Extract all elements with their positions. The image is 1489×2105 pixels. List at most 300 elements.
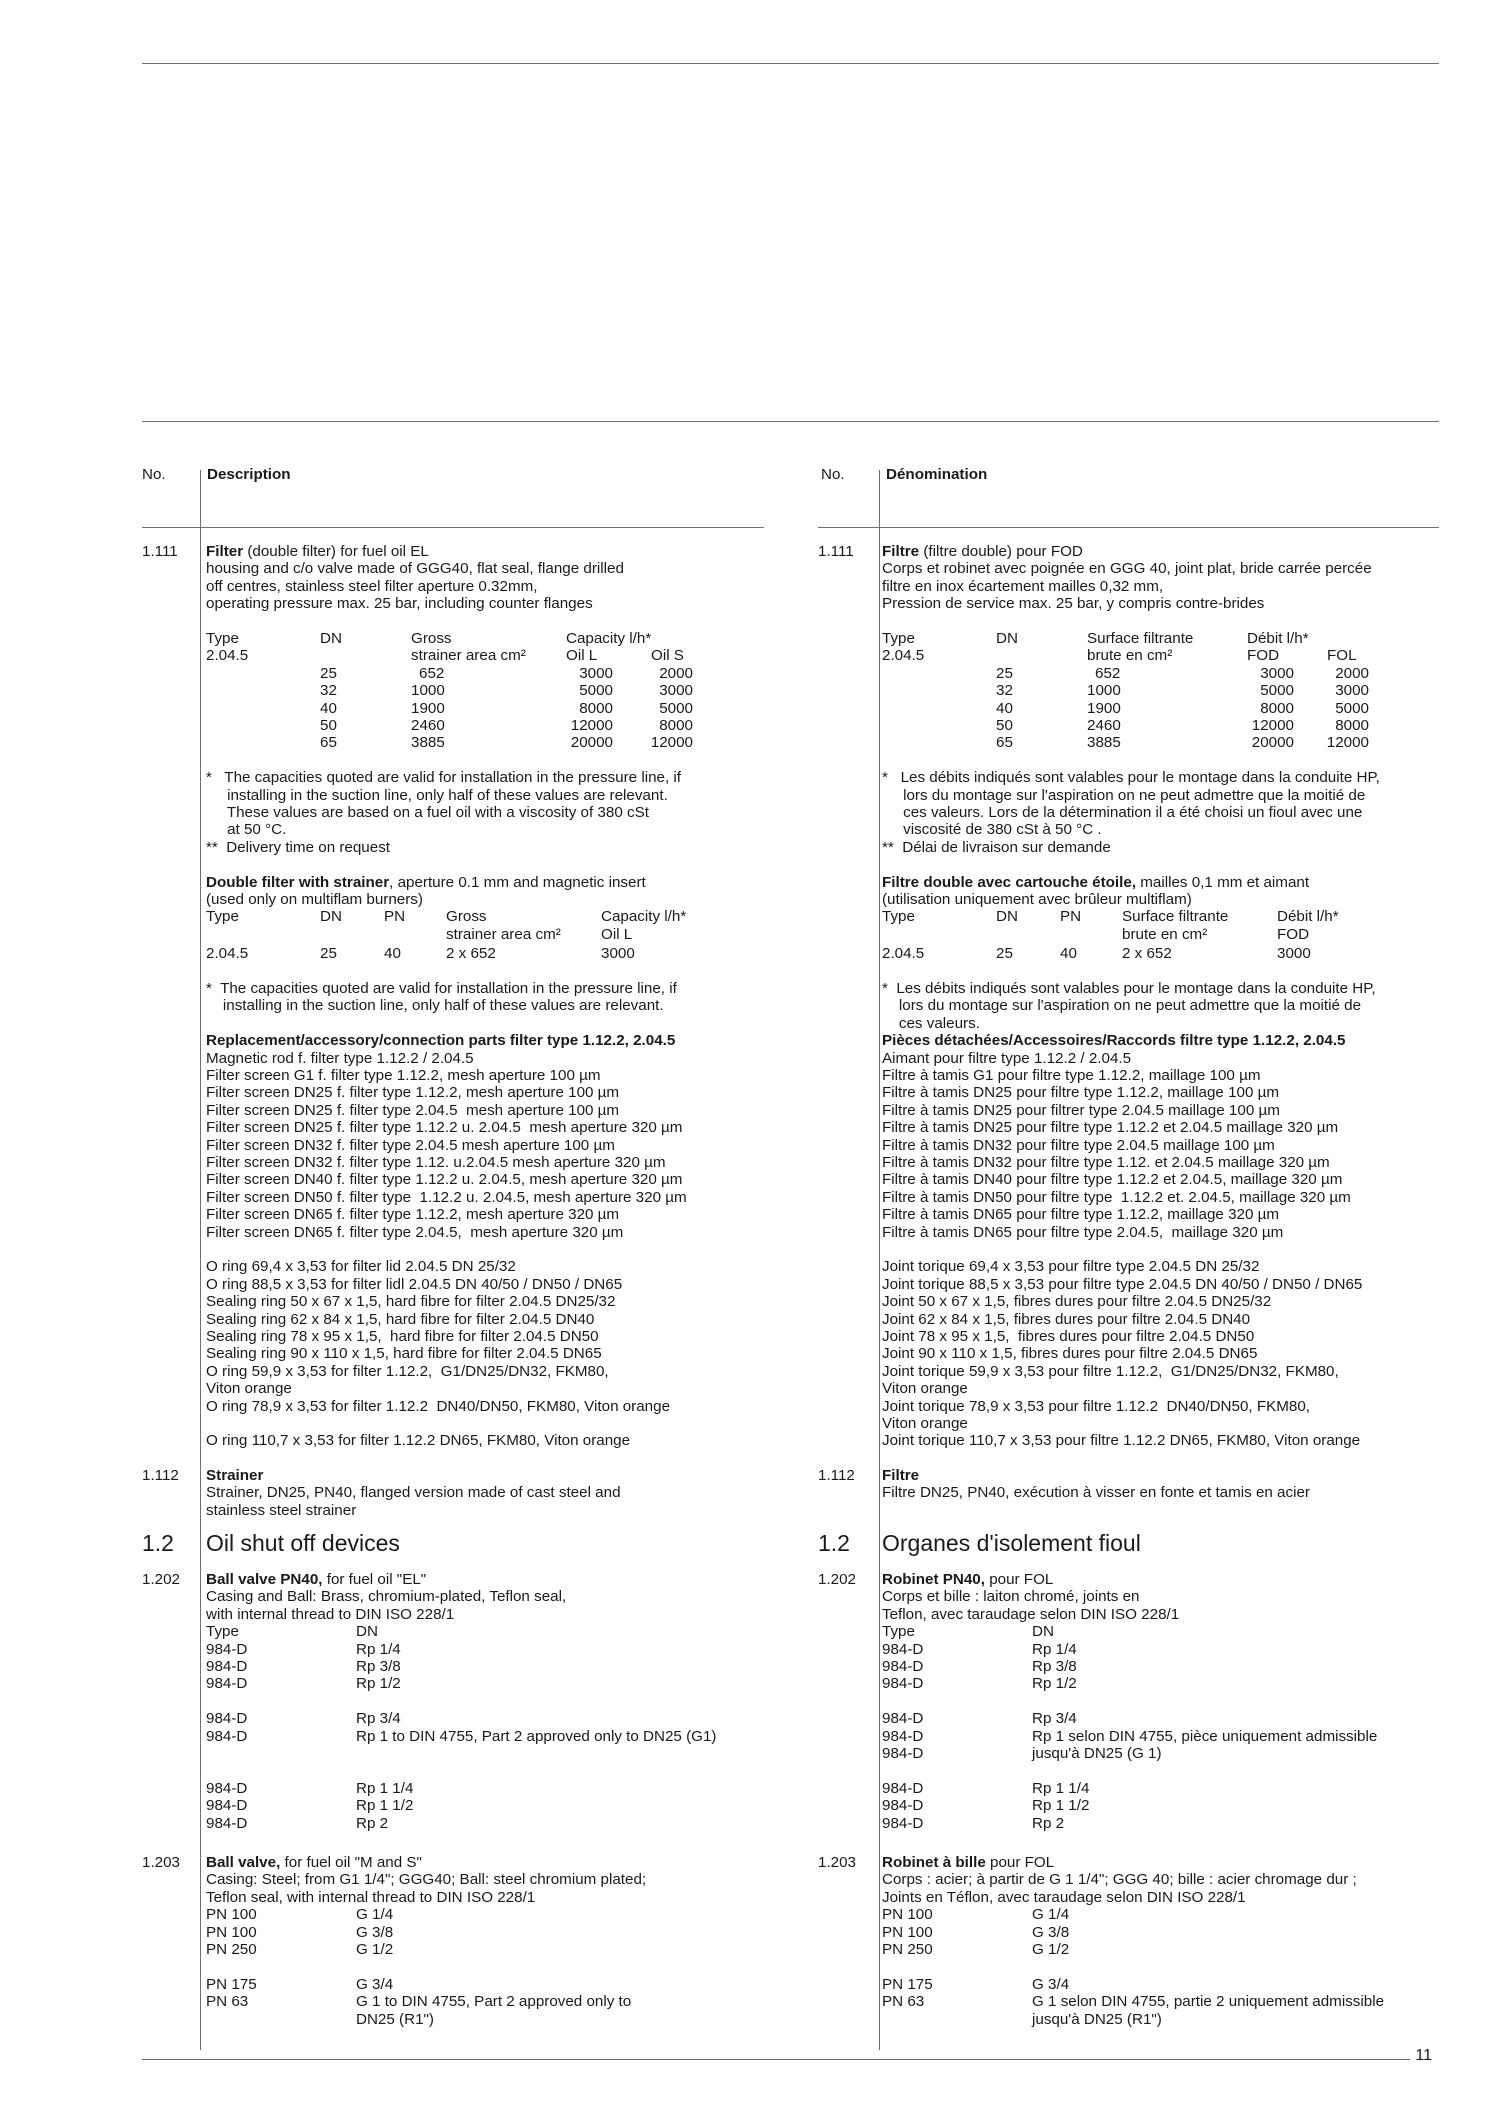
footnote-line: ** Délai de livraison sur demande [882, 838, 1111, 856]
double-filter-cell: 40 [1060, 945, 1077, 963]
ring-line: Joint torique 69,4 x 3,53 pour filtre type 2.04.5 DN 25/32 [882, 1258, 1260, 1276]
cell-dn: Rp 3/4 [1032, 1710, 1077, 1728]
left-header-no: No. [142, 466, 166, 483]
col-type-header: Type [882, 630, 915, 648]
section-rule [142, 421, 1439, 422]
valve-table-row [882, 1780, 1438, 1797]
ring-line: Joint torique 110,7 x 3,53 pour filtre 1.12.2 DN65, FKM80, Viton orange [882, 1432, 1361, 1450]
spacer [882, 1241, 1438, 1258]
valve-table-row [882, 1675, 1438, 1692]
entry-text-line: Corps : acier; à partir de G 1 1/4"; GGG 40; bille : acier chromage dur ; [882, 1871, 1357, 1889]
spacer [882, 613, 1438, 630]
double-filter-row [882, 945, 1438, 962]
capacity-table-row [206, 700, 762, 717]
parts-line: Filter screen DN25 f. filter type 2.04.5 mesh aperture 100 µm [206, 1101, 620, 1119]
cell-type: 984-D [882, 1779, 924, 1797]
cell-oil-s: 8000 [659, 716, 693, 734]
valve-table-row [882, 1906, 1438, 1923]
cell-dn: Rp 1/2 [356, 1675, 401, 1693]
valve-table-row [206, 1728, 762, 1745]
entry-title-rest: (filtre double) pour FOD [919, 543, 1083, 560]
valve-table-row [206, 1710, 762, 1727]
ring-line: O ring 59,9 x 3,53 for filter 1.12.2, G1/DN25/DN32, FKM80, [206, 1362, 609, 1380]
parts-line: Filtre à tamis DN32 pour filtre type 1.12. et 2.04.5 maillage 320 µm [882, 1154, 1330, 1171]
cell-type: 984-D [206, 1727, 248, 1745]
entry-text-line: Teflon seal, with internal thread to DIN ISO 228/1 [206, 1888, 536, 1906]
cell-pn: PN 175 [882, 1975, 933, 1993]
entry-body [882, 1854, 1438, 2028]
top-rule [142, 63, 1439, 64]
spacer [206, 752, 762, 769]
model-cell: 2.04.5 [882, 647, 925, 665]
cell-dn: Rp 1 1/2 [356, 1797, 414, 1815]
double-filter-cell: 25 [996, 945, 1013, 963]
parts-line: Filter screen G1 f. filter type 1.12.2, mesh aperture 100 µm [206, 1066, 601, 1084]
col-oil-header: FOD [1277, 925, 1310, 943]
cell-area: 1000 [1087, 682, 1121, 700]
cell-dn: 40 [320, 699, 337, 717]
entry-text-line: Corps et robinet avec poignée en GGG 40, joint plat, bride carrée percée [882, 560, 1372, 578]
parts-line: Filter screen DN50 f. filter type 1.12.2 u. 2.04.5, mesh aperture 320 µm [206, 1188, 687, 1206]
cell-oil-l: 8000 [1260, 699, 1294, 717]
entry-title-line [882, 1571, 1438, 1588]
entry-text-line: Corps et bille : laiton chromé, joints en [882, 1588, 1140, 1606]
entry-text-line: filtre en inox écartement mailles 0,32 mm, [882, 577, 1164, 595]
entry-title-rest: pour FOL [985, 1854, 1055, 1871]
valve-table-row [882, 1815, 1438, 1832]
col-area-header: Surface filtrante [1122, 908, 1229, 926]
entry-number: 1.111 [818, 543, 854, 560]
cell-type: 984-D [206, 1640, 248, 1658]
entry-body [206, 1854, 762, 2028]
cell-type: 984-D [882, 1640, 924, 1658]
entry-title-line [206, 1571, 762, 1588]
cell-oil-l: 8000 [579, 699, 613, 717]
cell-oil-s: 12000 [1326, 734, 1369, 752]
double-filter-table [882, 908, 1438, 962]
footnote-line: * The capacities quoted are valid for installation in the pressure line, if [206, 769, 682, 787]
parts-line: Filtre à tamis DN50 pour filtre type 1.12.2 et. 2.04.5, maillage 320 µm [882, 1188, 1351, 1206]
footnote-line: lors du montage sur l'aspiration on ne peut admettre que la moitié de [882, 997, 1362, 1015]
spacer [206, 963, 762, 980]
capacity-table [882, 630, 1438, 752]
footnote-line: * Les débits indiqués sont valables pour le montage dans la conduite HP, [882, 769, 1380, 787]
entry-title-rest: for fuel oil "M and S" [280, 1854, 422, 1871]
footnote-line: lors du montage sur l'aspiration on ne peut admettre que la moitié de [882, 786, 1366, 804]
cell-type: 984-D [206, 1658, 248, 1675]
valve-table-row [206, 1693, 762, 1710]
cell-dn: Rp 3/4 [356, 1710, 401, 1728]
parts-line: Filtre à tamis DN25 pour filtre type 1.12.2 et 2.04.5 maillage 320 µm [882, 1119, 1339, 1137]
entry-number: 1.203 [818, 1854, 857, 1871]
capacity-table-row [882, 665, 1438, 682]
entry-title-rest: (double filter) for fuel oil EL [243, 543, 429, 560]
entry-title-rest: for fuel oil "EL" [322, 1571, 427, 1588]
cell-type: 984-D [882, 1727, 924, 1745]
double-filter-row [206, 945, 762, 962]
col-oil-s-header: Oil S [651, 647, 684, 665]
valve-table-row [206, 1797, 762, 1814]
double-filter-table [206, 908, 762, 962]
valve-table-row [882, 1958, 1438, 1975]
parts-line: Filter screen DN25 f. filter type 1.12.2 u. 2.04.5 mesh aperture 320 µm [206, 1119, 683, 1137]
parts-line: Filtre à tamis DN65 pour filtre type 1.12.2, maillage 320 µm [882, 1206, 1280, 1224]
cell-size: G 1/4 [356, 1906, 394, 1924]
entry-title-line [882, 543, 1438, 560]
cell-size: DN25 (R1") [356, 2010, 434, 2028]
ring-line: O ring 88,5 x 3,53 for filter lidl 2.04.5 DN 40/50 / DN50 / DN65 [206, 1275, 623, 1293]
valve-table-row [206, 1941, 762, 1958]
cell-area: 3885 [1087, 734, 1121, 752]
capacity-table-row [882, 700, 1438, 717]
valve-table-row [882, 1762, 1438, 1779]
col-area-header: Gross [446, 908, 487, 926]
col-capacity-header: Débit l/h* [1277, 908, 1339, 926]
entry-body [882, 1467, 1438, 1502]
capacity-table-subheader [882, 647, 1438, 664]
entry-title: Filter [206, 543, 244, 560]
parts-line: Filter screen DN32 f. filter type 2.04.5 mesh aperture 100 µm [206, 1136, 615, 1154]
entry-body [206, 1467, 762, 1519]
valve-table-row [206, 1641, 762, 1658]
cell-area: 3885 [411, 734, 445, 752]
ring-line: O ring 78,9 x 3,53 for filter 1.12.2 DN40/DN50, FKM80, Viton orange [206, 1397, 671, 1415]
cell-area: 652 [1095, 664, 1121, 682]
entry-text-line: stainless steel strainer [206, 1501, 357, 1519]
col-area-unit: brute en cm² [1087, 647, 1173, 665]
parts-line: Filtre à tamis DN25 pour filtre type 1.12.2, maillage 100 µm [882, 1084, 1280, 1102]
cell-dn: Rp 1/4 [356, 1640, 401, 1658]
cell-pn: PN 100 [882, 1906, 933, 1924]
cell-type: 984-D [206, 1779, 248, 1797]
entry-text-line: off centres, stainless steel filter aperture 0.32mm, [206, 577, 538, 595]
cell-oil-l: 5000 [579, 682, 613, 700]
entry-number: 1.202 [818, 1571, 857, 1588]
cell-pn: PN 63 [206, 1993, 249, 2011]
cell-dn: Rp 1/4 [1032, 1640, 1077, 1658]
double-filter-title-rest: , aperture 0.1 mm and magnetic insert [389, 873, 646, 891]
cell-oil-l: 3000 [1260, 664, 1294, 682]
valve-table-row [882, 1941, 1438, 1958]
ring-line [206, 1415, 762, 1432]
double-filter-title-rest: mailles 0,1 mm et aimant [1136, 873, 1310, 891]
col-oil-l-header: FOD [1247, 647, 1280, 665]
col-capacity-header: Débit l/h* [1247, 630, 1309, 648]
cell-dn: 32 [320, 682, 337, 700]
col-type-header: Type [882, 908, 915, 926]
cell-dn: Rp 1/2 [1032, 1675, 1077, 1693]
ring-line: Sealing ring 90 x 110 x 1,5, hard fibre for filter 2.04.5 DN65 [206, 1345, 602, 1363]
cell-type: 984-D [882, 1710, 924, 1728]
entry-text-line: housing and c/o valve made of GGG40, flat seal, flange drilled [206, 560, 624, 578]
valve-table-row [206, 1675, 762, 1692]
valve-table-row [206, 1976, 762, 1993]
spacer [882, 856, 1438, 873]
cell-oil-l: 20000 [1251, 734, 1294, 752]
col-capacity-header: Capacity l/h* [601, 908, 687, 926]
parts-line: Filtre à tamis DN32 pour filtre type 2.04.5 maillage 100 µm [882, 1136, 1275, 1154]
entry-title: Robinet PN40, [882, 1571, 985, 1588]
cell-oil-l: 5000 [1260, 682, 1294, 700]
entry-text-line: with internal thread to DIN ISO 228/1 [206, 1605, 455, 1623]
cell-dn: Rp 2 [356, 1814, 389, 1832]
entry-title-rest: pour FOL [984, 1571, 1054, 1588]
entry-text-line: Casing and Ball: Brass, chromium-plated, Teflon seal, [206, 1588, 567, 1606]
cell-area: 652 [419, 664, 445, 682]
cell-size: jusqu'à DN25 (R1") [1032, 2010, 1162, 2028]
parts-line: Filtre à tamis DN25 pour filtrer type 2.04.5 maillage 100 µm [882, 1101, 1280, 1119]
cell-type: 984-D [206, 1675, 248, 1693]
entry-title: Filtre [882, 1467, 920, 1484]
cell-size: G 3/4 [1032, 1975, 1070, 1993]
capacity-table-row [206, 734, 762, 751]
left-column-divider [200, 470, 201, 2050]
entry-title-line [206, 543, 762, 560]
cell-oil-l: 3000 [579, 664, 613, 682]
ring-line: Joint torique 78,9 x 3,53 pour filtre 1.12.2 DN40/DN50, FKM80, [882, 1397, 1311, 1415]
double-filter-header [206, 908, 762, 925]
cell-type: 984-D [882, 1658, 924, 1675]
valve-table-row [206, 1958, 762, 1975]
col-area-header: Surface filtrante [1087, 630, 1194, 648]
entry-text-line: Joints en Téflon, avec taraudage selon DIN ISO 228/1 [882, 1888, 1246, 1906]
entry-title: Ball valve, [206, 1854, 281, 1871]
double-filter-cell: 25 [320, 945, 337, 963]
cell-pn: PN 100 [206, 1906, 257, 1924]
cell-area: 1900 [411, 699, 445, 717]
valve-table-row [206, 2011, 762, 2028]
entry-text-line: Teflon, avec taraudage selon DIN ISO 228/1 [882, 1605, 1180, 1623]
cell-oil-s: 8000 [1335, 716, 1369, 734]
ring-line: Joint torique 59,9 x 3,53 pour filtre 1.12.2, G1/DN25/DN32, FKM80, [882, 1362, 1339, 1380]
right-column-divider [879, 470, 880, 2050]
entry-text-line: operating pressure max. 25 bar, including counter flanges [206, 595, 593, 613]
cell-dn: 40 [996, 699, 1013, 717]
cell-dn: 25 [320, 664, 337, 682]
capacity-table-row [882, 734, 1438, 751]
double-filter-cell: 2.04.5 [206, 945, 249, 963]
parts-line: Filter screen DN32 f. filter type 1.12. u.2.04.5 mesh aperture 320 µm [206, 1153, 666, 1171]
cell-dn: Rp 3/8 [356, 1658, 401, 1675]
entry-number: 1.202 [142, 1571, 181, 1588]
valve-table-row [206, 1924, 762, 1941]
valve-table-row [206, 1623, 762, 1640]
footnote-line: installing in the suction line, only half of these values are relevant. [206, 786, 668, 804]
col-oil-l-header: Oil L [566, 647, 598, 665]
double-filter-note: (used only on multiflam burners) [206, 890, 423, 908]
parts-title: Replacement/accessory/connection parts filter type 1.12.2, 2.04.5 [206, 1032, 676, 1050]
cell-dn: Rp 1 to DIN 4755, Part 2 approved only to DN25 (G1) [356, 1727, 717, 1745]
valve-table-row [206, 1658, 762, 1675]
cell-type: Type [206, 1623, 239, 1641]
double-filter-title: Filtre double avec cartouche étoile, [882, 873, 1137, 891]
footnote-line: * Les débits indiqués sont valables pour le montage dans la conduite HP, [882, 979, 1376, 997]
ring-line: Joint 90 x 110 x 1,5, fibres dures pour filtre 2.04.5 DN65 [882, 1345, 1258, 1363]
entry-text-line: Pression de service max. 25 bar, y compris contre-brides [882, 595, 1265, 613]
cell-dn: Rp 1 1/4 [1032, 1779, 1090, 1797]
entry-number: 1.111 [142, 543, 178, 560]
entry-body [882, 1571, 1438, 1832]
double-filter-title-line [882, 874, 1438, 891]
footnote-line: ces valeurs. Lors de la détermination il a été choisi un fioul avec une [882, 803, 1363, 821]
col-area-unit: strainer area cm² [411, 647, 526, 665]
footnote-line: * The capacities quoted are valid for installation in the pressure line, if [206, 979, 677, 997]
cell-type: 984-D [882, 1744, 924, 1762]
parts-line: Filter screen DN65 f. filter type 1.12.2, mesh aperture 320 µm [206, 1206, 620, 1224]
cell-pn: PN 100 [882, 1923, 933, 1941]
ring-line: O ring 110,7 x 3,53 for filter 1.12.2 DN65, FKM80, Viton orange [206, 1432, 631, 1450]
col-oil-header: Oil L [601, 925, 633, 943]
capacity-table-header [882, 630, 1438, 647]
col-capacity-header: Capacity l/h* [566, 630, 652, 648]
ring-line: Joint 78 x 95 x 1,5, fibres dures pour filtre 2.04.5 DN50 [882, 1328, 1255, 1346]
cell-area: 1000 [411, 682, 445, 700]
parts-line: Filtre à tamis G1 pour filtre type 1.12.2, maillage 100 µm [882, 1066, 1261, 1084]
double-filter-note: (utilisation uniquement avec brûleur multiflam) [882, 890, 1192, 908]
entry-number: 1.112 [142, 1467, 179, 1484]
right-header-no: No. [821, 466, 845, 483]
double-filter-cell: 3000 [1277, 945, 1311, 963]
valve-table-row [882, 1924, 1438, 1941]
cell-oil-s: 2000 [1335, 664, 1369, 682]
right-header-title: Dénomination [886, 466, 988, 483]
valve-table-row [206, 1906, 762, 1923]
page-number: 11 [1415, 2047, 1432, 2064]
cell-oil-s: 12000 [650, 734, 693, 752]
valve-table-row [882, 1641, 1438, 1658]
valve-table-row [882, 1728, 1438, 1745]
cell-oil-l: 20000 [570, 734, 613, 752]
cell-dn: 65 [996, 734, 1013, 752]
entry-title: Ball valve PN40, [206, 1571, 323, 1588]
cell-pn: PN 175 [206, 1975, 257, 1993]
cell-size: G 1/2 [356, 1941, 394, 1958]
model-cell: 2.04.5 [206, 647, 249, 665]
capacity-table-row [882, 682, 1438, 699]
cell-area: 2460 [1087, 716, 1121, 734]
section-title: Organes d'isolement fioul [882, 1530, 1141, 1556]
parts-line: Filtre à tamis DN40 pour filtre type 1.12.2 et 2.04.5, maillage 320 µm [882, 1171, 1343, 1189]
entry-text-line: Casing: Steel; from G1 1/4"; GGG40; Ball: steel chromium plated; [206, 1871, 647, 1889]
cell-dn: Rp 1 selon DIN 4755, pièce uniquement admissible [1032, 1727, 1378, 1745]
footnote-line: These values are based on a fuel oil with a viscosity of 380 cSt [206, 803, 649, 821]
capacity-table-header [206, 630, 762, 647]
valve-table-row [882, 1797, 1438, 1814]
cell-type: 984-D [206, 1797, 248, 1815]
entry-text-line: Filtre DN25, PN40, exécution à visser en fonte et tamis en acier [882, 1484, 1310, 1502]
double-filter-cell: 2 x 652 [1122, 945, 1172, 963]
cell-area: 1900 [1087, 699, 1121, 717]
ring-line: Joint 62 x 84 x 1,5, fibres dures pour filtre 2.04.5 DN40 [882, 1310, 1251, 1328]
col-dn-header: DN [320, 908, 342, 926]
double-filter-header [882, 908, 1438, 925]
valve-table-row [882, 1623, 1438, 1640]
left-header-rule [142, 527, 764, 528]
ring-line: Joint 50 x 67 x 1,5, fibres dures pour filtre 2.04.5 DN25/32 [882, 1293, 1272, 1311]
cell-size: G 1/2 [1032, 1941, 1070, 1958]
cell-oil-l: 12000 [1251, 716, 1294, 734]
spacer [206, 613, 762, 630]
cell-oil-l: 12000 [570, 716, 613, 734]
valve-table-row [206, 1815, 762, 1832]
cell-area: 2460 [411, 716, 445, 734]
cell-pn: PN 63 [882, 1993, 925, 2011]
entry-number: 1.203 [142, 1854, 181, 1871]
cell-type: 984-D [882, 1675, 924, 1693]
entry-text-line: Strainer, DN25, PN40, flanged version made of cast steel and [206, 1484, 621, 1502]
capacity-table-row [206, 682, 762, 699]
col-oil-s-header: FOL [1327, 647, 1357, 665]
footnote-line: installing in the suction line, only half of these values are relevant. [206, 997, 664, 1015]
col-area-unit: brute en cm² [1122, 925, 1208, 943]
entry-title-line [206, 1854, 762, 1871]
cell-size: G 3/8 [356, 1923, 394, 1941]
cell-dn: DN [1032, 1623, 1054, 1641]
spacer [206, 856, 762, 873]
capacity-table-row [206, 665, 762, 682]
cell-dn: 50 [320, 716, 337, 734]
parts-line: Filter screen DN25 f. filter type 1.12.2, mesh aperture 100 µm [206, 1084, 620, 1102]
valve-table-row [206, 1780, 762, 1797]
cell-type: 984-D [206, 1814, 248, 1832]
cell-size: G 1/4 [1032, 1906, 1070, 1924]
cell-dn: jusqu'à DN25 (G 1) [1032, 1744, 1162, 1762]
cell-size: G 1 selon DIN 4755, partie 2 uniquement admissible [1032, 1993, 1385, 2011]
entry-body [206, 543, 762, 1450]
col-type-header: Type [206, 630, 239, 648]
ring-line: Viton orange [882, 1415, 968, 1433]
cell-dn: 25 [996, 664, 1013, 682]
cell-size: G 1 to DIN 4755, Part 2 approved only to [356, 1993, 632, 2011]
footnote-line: ** Delivery time on request [206, 838, 391, 856]
double-filter-cell: 3000 [601, 945, 635, 963]
parts-line: Filter screen DN40 f. filter type 1.12.2 u. 2.04.5, mesh aperture 320 µm [206, 1171, 683, 1189]
cell-type: 984-D [882, 1797, 924, 1815]
valve-table-row [882, 2011, 1438, 2028]
capacity-table-subheader [206, 647, 762, 664]
entry-title-line [882, 1854, 1438, 1871]
cell-pn: PN 250 [206, 1941, 257, 1958]
ring-line: Viton orange [882, 1380, 968, 1398]
section-title: Oil shut off devices [206, 1530, 400, 1556]
spacer [882, 963, 1438, 980]
col-dn-header: DN [996, 908, 1018, 926]
entry-body [206, 1571, 762, 1832]
parts-line: Filtre à tamis DN65 pour filtre type 2.04.5, maillage 320 µm [882, 1223, 1284, 1241]
valve-table-row [882, 1658, 1438, 1675]
col-pn-header: PN [1060, 908, 1082, 926]
cell-type: 984-D [882, 1814, 924, 1832]
valve-table-row [882, 1710, 1438, 1727]
right-header-rule [818, 527, 1439, 528]
col-type-header: Type [206, 908, 239, 926]
cell-size: G 3/8 [1032, 1923, 1070, 1941]
left-header-title: Description [207, 466, 291, 483]
ring-line: Viton orange [206, 1380, 292, 1398]
ring-line: Joint torique 88,5 x 3,53 pour filtre type 2.04.5 DN 40/50 / DN50 / DN65 [882, 1275, 1363, 1293]
capacity-table-row [206, 717, 762, 734]
cell-dn: DN [356, 1623, 378, 1641]
footnote-line: at 50 °C. [206, 821, 287, 839]
cell-type: 984-D [206, 1710, 248, 1728]
ring-line: Sealing ring 78 x 95 x 1,5, hard fibre for filter 2.04.5 DN50 [206, 1328, 599, 1346]
cell-oil-s: 2000 [659, 664, 693, 682]
col-area-unit: strainer area cm² [446, 925, 561, 943]
valve-table-row [206, 1745, 762, 1762]
valve-table-row [882, 1993, 1438, 2010]
double-filter-title-line [206, 874, 762, 891]
col-area-header: Gross [411, 630, 452, 648]
